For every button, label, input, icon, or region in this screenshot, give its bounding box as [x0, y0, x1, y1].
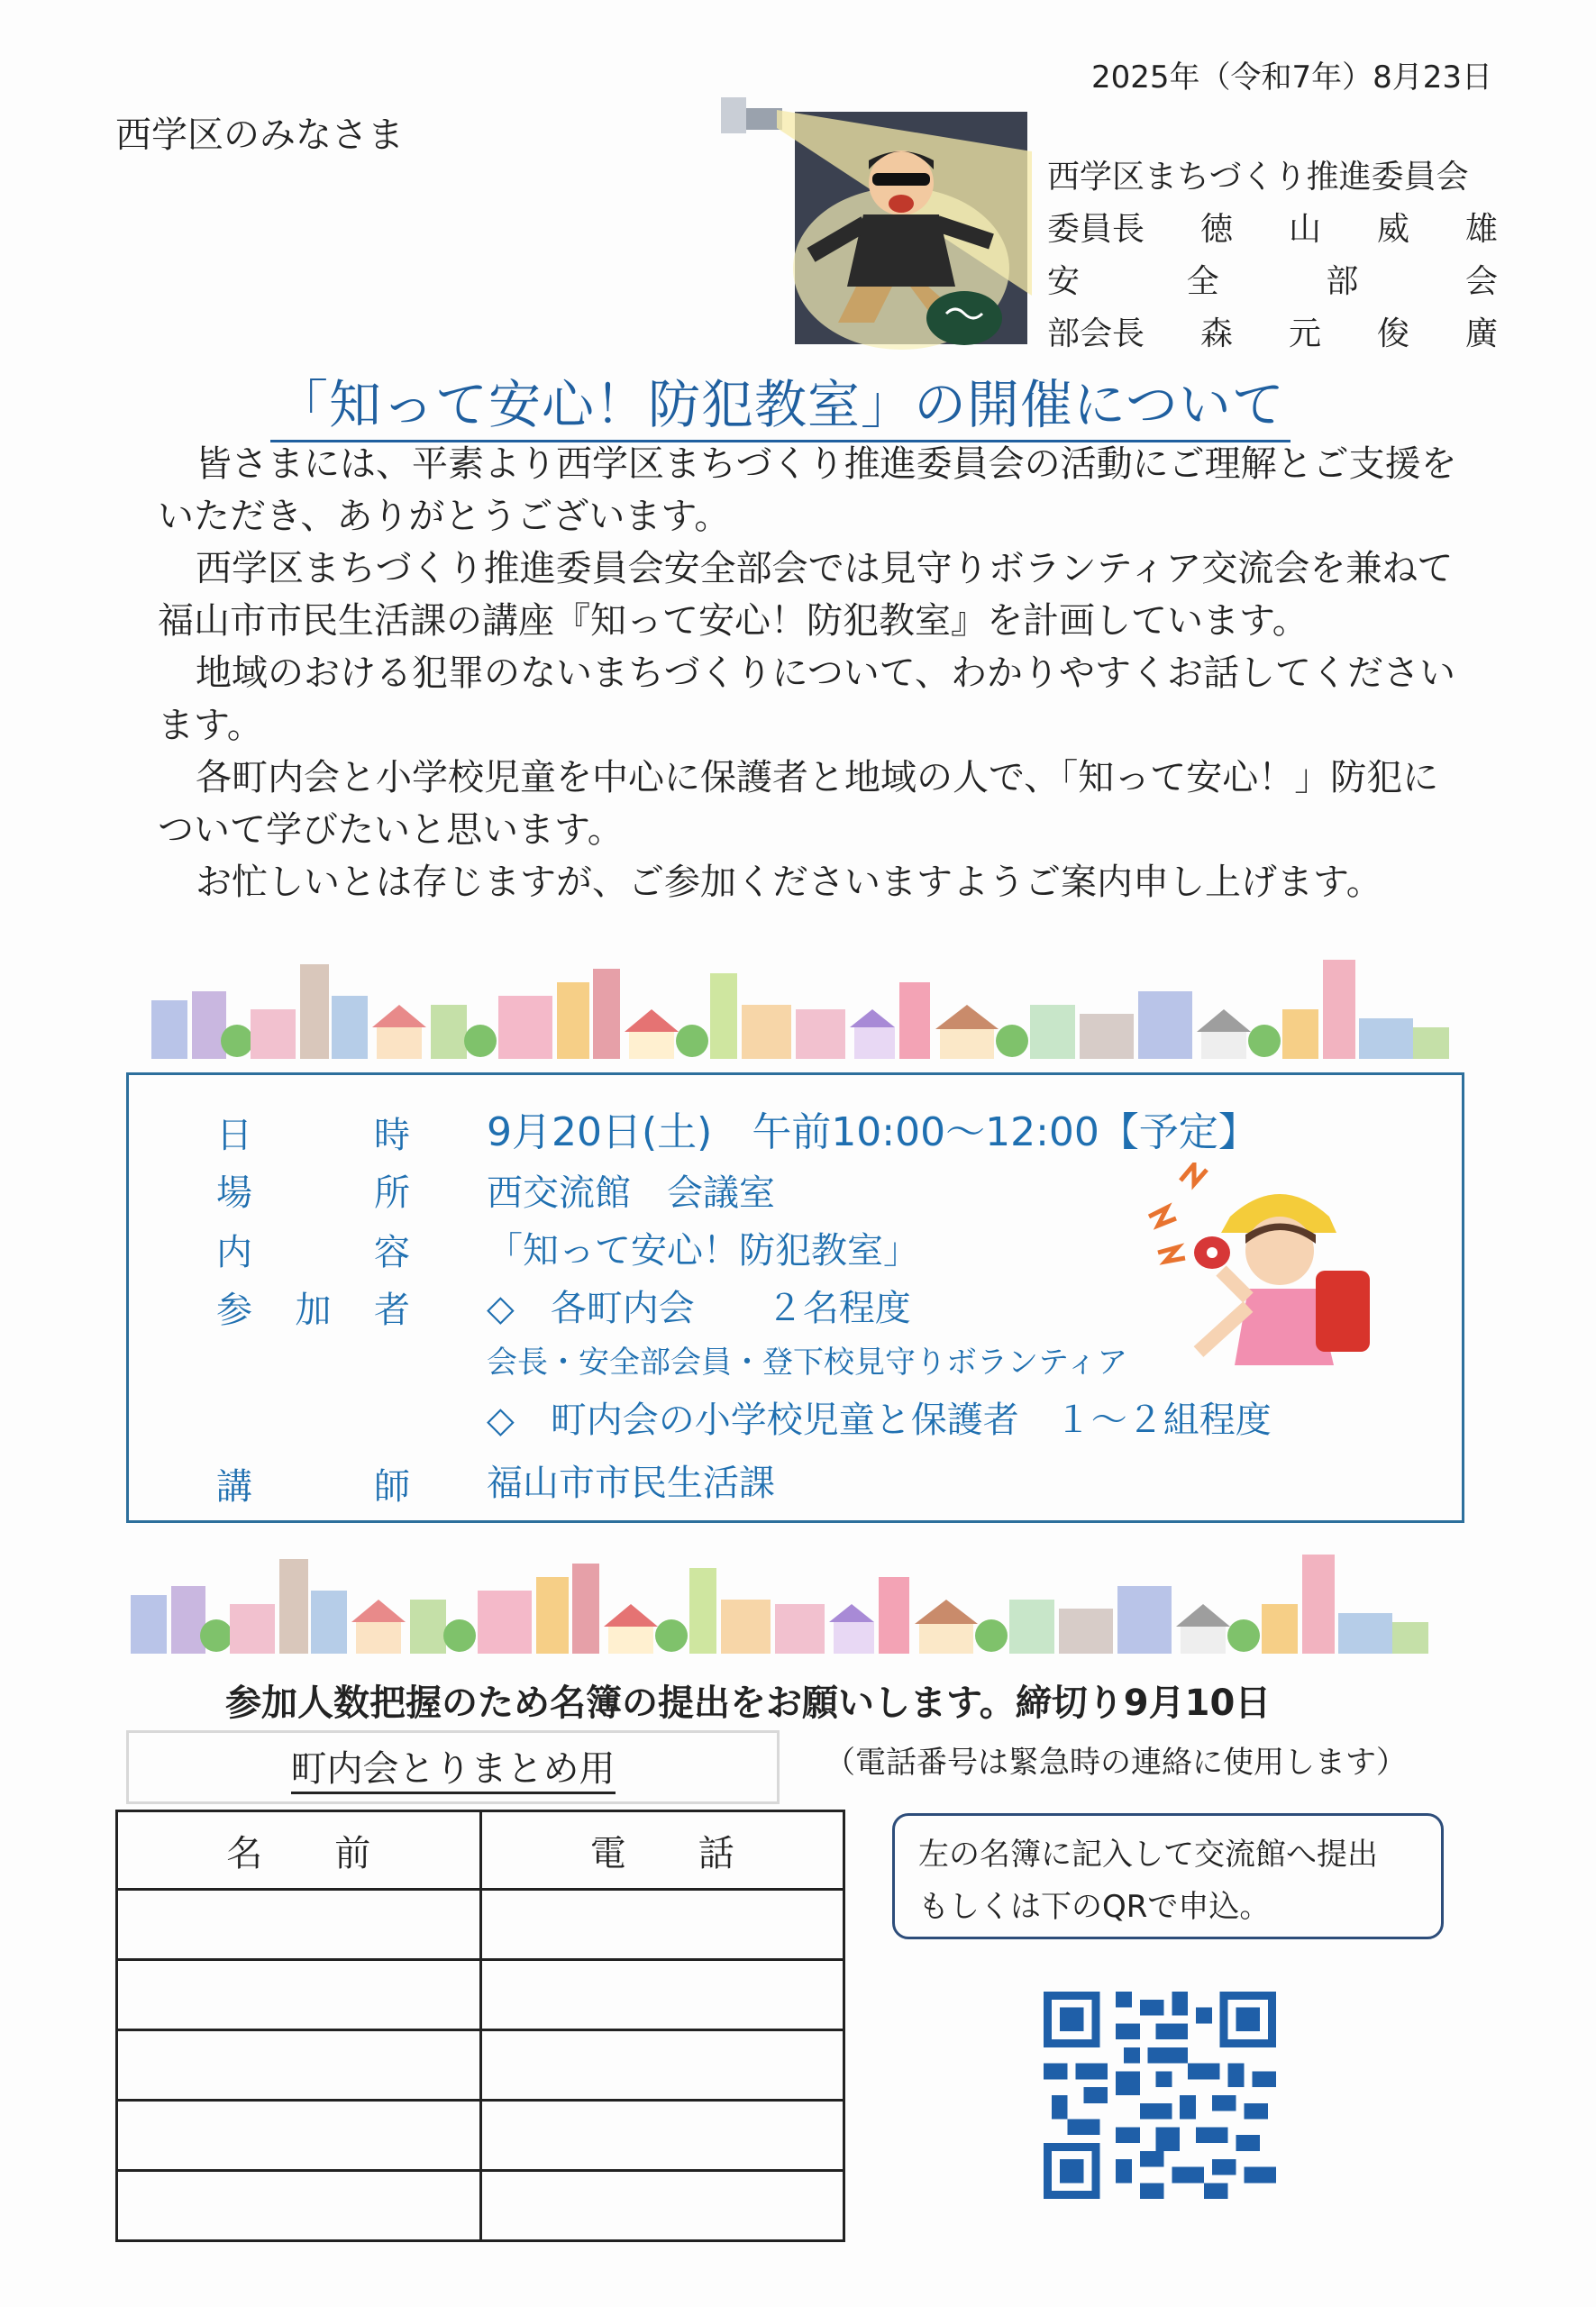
name-cell[interactable] [117, 2171, 481, 2241]
name-cell[interactable] [117, 2030, 481, 2101]
dept-head-name-char: 森 [1199, 315, 1233, 352]
chair-name-char: 徳 [1199, 211, 1233, 248]
body-paragraph: 地域のおける犯罪のないまちづくりについて、わかりやすくお話してくださいます。 [158, 652, 1455, 746]
roster-tab-label [126, 1730, 780, 1804]
dept-name-char: 部 [1326, 263, 1359, 300]
roster-tab-text: 町内会とりまとめ用 [291, 1740, 616, 1794]
date-value: 9月20日(土) 午前10:00～12:00【予定】 [487, 1109, 1258, 1155]
table-row [117, 2101, 844, 2171]
content-value: 「知って安心！防犯教室」 [487, 1230, 919, 1272]
participants-label [216, 1281, 410, 1333]
body-paragraph: 西学区まちづくり推進委員会安全部会では見守りボランティア交流会を兼ねて福山市市民生活課の講座『知って安心！防犯教室』を計画しています。 [158, 548, 1454, 642]
town-skyline-divider [151, 955, 1449, 1063]
table-row [117, 1960, 844, 2030]
date-label-char: 日 [216, 1115, 252, 1156]
dept-head-title: 部会長 [1047, 315, 1145, 352]
body-paragraph: 各町内会と小学校児童を中心に保護者と地域の人で、「知って安心！」防犯について学びたいと思います。 [158, 757, 1439, 851]
participants-1: ◇ 各町内会 ２名程度 [487, 1288, 911, 1329]
chair-name-char: 山 [1288, 211, 1321, 248]
content-label [216, 1224, 410, 1275]
note-line: 左の名簿に記入して交流館へ提出 [918, 1837, 1378, 1873]
document-date: 2025年（令和7年）8月23日 [1090, 59, 1492, 96]
chair-title: 委員長 [1047, 211, 1145, 248]
dept-name-char: 全 [1186, 263, 1219, 300]
note-line: もしくは下のQRで申込。 [918, 1889, 1271, 1925]
chair-row [1047, 204, 1498, 256]
chair-name-char: 雄 [1464, 211, 1498, 248]
body-paragraph: お忙しいとは存じますが、ご参加くださいますようご案内申し上げます。 [196, 862, 1382, 903]
thief-spotlight-illustration [721, 97, 1032, 359]
phone-cell[interactable] [480, 2101, 844, 2171]
phone-cell[interactable] [480, 1960, 844, 2030]
place-label-char: 場 [216, 1172, 252, 1214]
phone-cell[interactable] [480, 2171, 844, 2241]
lecturer-value: 福山市市民生活課 [487, 1463, 775, 1504]
body-text [158, 438, 1473, 908]
roster-header-row [117, 1811, 844, 1890]
lecturer-label [216, 1458, 410, 1509]
page-title: 「知って安心！防犯教室」の開催について [270, 362, 1290, 442]
org-name-row [1047, 151, 1498, 204]
col-name-header: 名 前 [117, 1811, 481, 1890]
table-row [117, 1890, 844, 1960]
name-cell[interactable] [117, 2101, 481, 2171]
lecturer-label-char: 師 [374, 1466, 410, 1508]
table-row [117, 2030, 844, 2101]
place-value: 西交流館 会議室 [487, 1172, 775, 1214]
dept-head-name-char: 元 [1288, 315, 1321, 352]
name-cell[interactable] [117, 1960, 481, 2030]
lecturer-label-char: 講 [216, 1466, 252, 1508]
body-paragraph: 皆さまには、平素より西学区まちづくり推進委員会の活動にご理解とご支援をいただき、ありがとうございます。 [158, 443, 1457, 537]
qr-code-icon[interactable] [1044, 1992, 1276, 2199]
date-label-char: 時 [374, 1115, 410, 1156]
submission-note [892, 1813, 1444, 1939]
roster-table [115, 1810, 845, 2242]
organizer-block [1047, 151, 1498, 360]
dept-name-char: 会 [1464, 263, 1498, 300]
place-label [216, 1164, 410, 1216]
phone-note: （電話番号は緊急時の連絡に使用します） [825, 1745, 1407, 1781]
dept-name-char: 安 [1047, 263, 1081, 300]
roster-request: 参加人数把握のため名簿の提出をお願いします。締切り9月10日 [225, 1682, 1272, 1724]
girl-alarm-illustration [1131, 1163, 1401, 1370]
content-label-char: 容 [374, 1232, 410, 1273]
col-phone-header: 電 話 [480, 1811, 844, 1890]
participants-label-char: 加 [295, 1290, 332, 1331]
phone-cell[interactable] [480, 2030, 844, 2101]
content-label-char: 内 [216, 1232, 252, 1273]
dept-head-name-char: 廣 [1464, 315, 1498, 352]
phone-cell[interactable] [480, 1890, 844, 1960]
date-label [216, 1107, 410, 1158]
dept-row [1047, 256, 1498, 308]
place-label-char: 所 [374, 1172, 410, 1214]
greeting: 西学区のみなさま [115, 114, 404, 156]
name-cell[interactable] [117, 1890, 481, 1960]
chair-name-char: 威 [1376, 211, 1409, 248]
participants-1-detail: 会長・安全部会員・登下校見守りボランティア [487, 1345, 1128, 1381]
participants-label-char: 参 [216, 1290, 252, 1331]
town-skyline-divider [131, 1550, 1428, 1658]
dept-head-row [1047, 308, 1498, 360]
participants-label-char: 者 [374, 1290, 410, 1331]
participants-2: ◇ 町内会の小学校児童と保護者 １～２組程度 [487, 1400, 1272, 1441]
table-row [117, 2171, 844, 2241]
org-name: 西学区まちづくり推進委員会 [1047, 159, 1469, 196]
dept-head-name-char: 俊 [1376, 315, 1409, 352]
